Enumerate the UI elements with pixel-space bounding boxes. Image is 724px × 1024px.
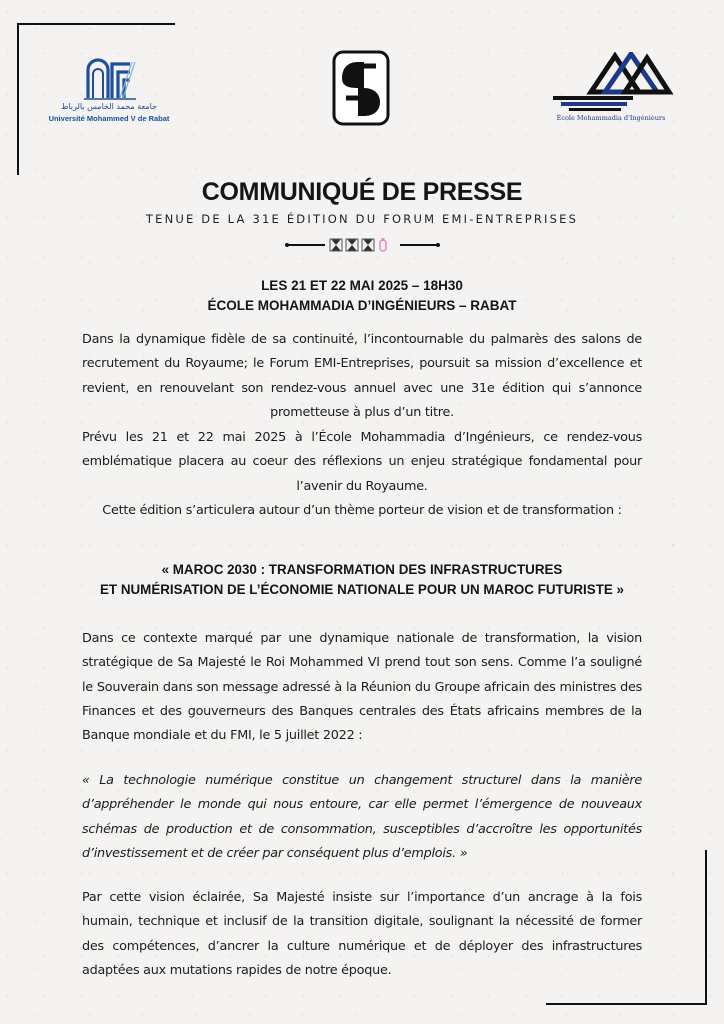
um5-name: Université Mohammed V de Rabat [48, 114, 170, 123]
corner-frame-top-left-vertical [17, 23, 19, 175]
paragraph-date-venue: Prévu les 21 et 22 mai 2025 à l’École Mohammadia d’Ingénieurs, ce rendez-vous emblématique placera au coeur des réflexions un enjeu stratégique fondamental pour l’avenir du Royaume. [82, 430, 642, 494]
forum-emi-logo [332, 50, 390, 126]
theme-line-1: « MAROC 2030 : TRANSFORMATION DES INFRASTRUCTURES [161, 562, 563, 577]
forum-monogram-icon [332, 50, 390, 126]
corner-frame-bottom-right-vertical [705, 850, 707, 1005]
paragraph-intro: Dans la dynamique fidèle de sa continuité, l’incontournable du palmarès des salons de recrutement du Royaume; le Forum EMI-Entreprises, poursuit sa mission d’excellence et revient, en renouvelant son rendez-vous annuel avec une 31e édition qui s’annonce prometteuse à plus d’un titre. [82, 332, 642, 420]
emi-logo [549, 52, 673, 126]
event-place: ÉCOLE MOHAMMADIA D’INGÉNIEURS – RABAT [207, 298, 517, 313]
decorative-divider-icon [285, 236, 440, 254]
emi-triangles-icon [549, 52, 673, 112]
page-title: COMMUNIQUÉ DE PRESSE [201, 178, 523, 206]
theme-line-2: ET NUMÉRISATION DE L’ÉCONOMIE NATIONALE POUR UN MAROC FUTURISTE » [100, 582, 624, 597]
event-info [0, 276, 724, 316]
emi-name: École Mohammadia d'Ingénieurs [556, 114, 666, 122]
paragraph-context: Dans ce contexte marqué par une dynamique nationale de transformation, la vision stratégique de Sa Majesté le Roi Mohammed VI prend tout son sens. Comme l’a souligné le Souverain dans son message adressé à la Réunion du Groupe africain des ministres des Finances et des gouverneurs des Banques centrales des États africains membres de la Banque mondiale et du FMI, le 5 juillet 2022 : [82, 631, 642, 744]
um5-arabic-name: جامعة محمد الخامس بالرباط [60, 102, 158, 111]
royal-quote: « La technologie numérique constitue un changement structurel dans la manière d’appréhender le monde qui nous entoure, car elle permet l’émergence de nouveaux schémas de production et de consommation, susceptibles d’accroître les opportunités d’investissement et de créer par conséquent plus d’emplois. » [82, 773, 642, 861]
page-subtitle: TENUE DE LA 31E ÉDITION DU FORUM EMI-ENTREPRISES [145, 212, 579, 226]
um5-logo [44, 54, 174, 126]
um5-emblem-icon [44, 54, 174, 102]
corner-frame-bottom-right-horizontal [546, 1003, 707, 1005]
theme-heading [60, 560, 664, 600]
paragraph-conclusion: Par cette vision éclairée, Sa Majesté insiste sur l’importance d’un ancrage à la fois humain, technique et inclusif de la transition digitale, soulignant la nécessité de former des compétences, d’ancrer la culture numérique et de déployer des infrastructures adaptées aux mutations rapides de notre époque. [82, 890, 642, 978]
event-date: LES 21 ET 22 MAI 2025 – 18H30 [261, 278, 463, 293]
paragraph-theme-intro: Cette édition s’articulera autour d’un thème porteur de vision et de transformation : [102, 503, 622, 518]
corner-frame-top-left-horizontal [17, 23, 175, 25]
